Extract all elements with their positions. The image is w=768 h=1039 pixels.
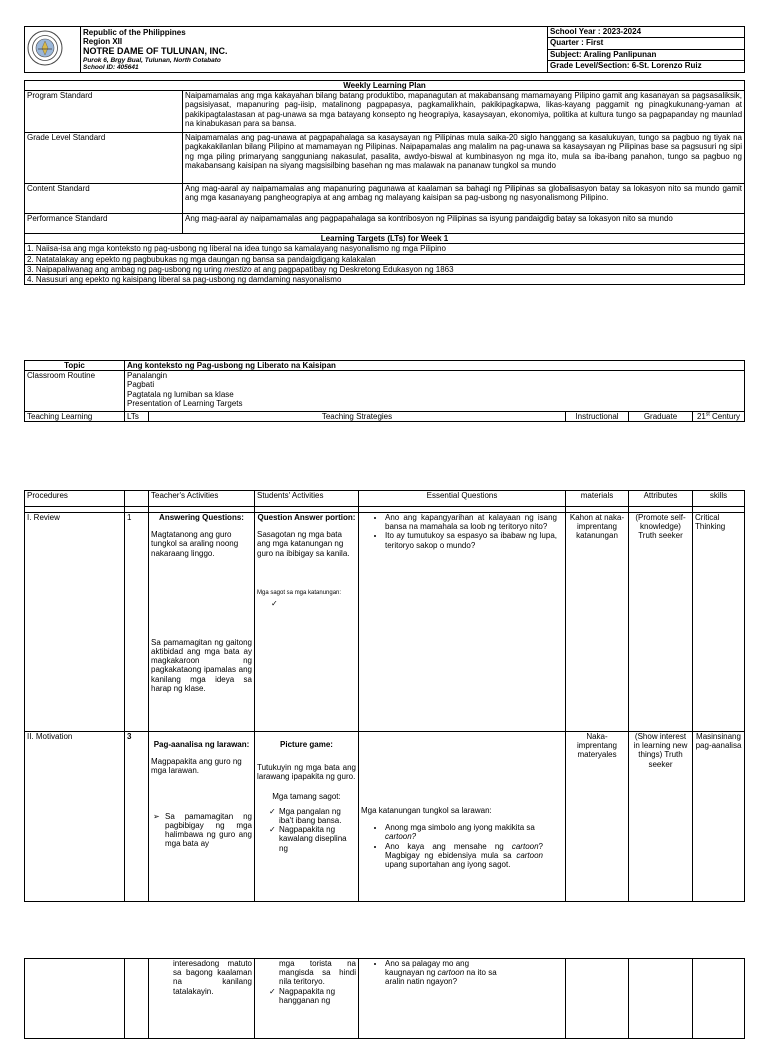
student-activity-title: Picture game:	[280, 740, 333, 749]
standard-row	[25, 184, 745, 214]
teacher-activity-text: interesadong matuto sa bagong kaalaman na kanilang tatalakayin.	[173, 959, 252, 996]
skills: Critical Thinking	[693, 513, 745, 732]
school-year: School Year : 2023-2024	[548, 27, 745, 38]
student-activity	[255, 513, 359, 732]
routine-item: Presentation of Learning Targets	[127, 398, 243, 408]
attributes: (Show interest in learning new things) Truth seeker	[629, 732, 693, 902]
check-icon: ✓	[271, 598, 278, 608]
teacher-activity	[149, 732, 255, 902]
student-activity	[255, 959, 359, 1039]
question-text: upang suportahan ang iyong sagot.	[385, 859, 511, 869]
teacher-activities-header: Teacher's Activities	[149, 491, 255, 507]
teacher-activity-title: Answering Questions:	[159, 513, 244, 522]
teacher-activity-title: Pag-aanalisa ng larawan:	[153, 740, 250, 749]
student-answer: ✓ Mga pangalan ng iba't ibang bansa.	[279, 807, 356, 825]
procedure-lt: 1	[125, 513, 149, 732]
learning-target-3	[25, 264, 745, 274]
grade-section: Grade Level/Section: 6-St. Lorenzo Ruiz	[548, 61, 745, 72]
standard-row	[25, 133, 745, 184]
instructional-header: Instructional	[566, 412, 629, 422]
target-3-text-end: at ang pagpapatibay ng Deskretong Edukasyon ng 1863	[251, 264, 454, 274]
essential-question: • Ano ang kapangyarihan at kalayaan ng isang bansa na mamahala sa loob ng teritoryo nito?	[385, 513, 557, 531]
procedures-continuation-table	[24, 958, 745, 1039]
skills	[693, 959, 745, 1039]
teacher-activity-text: Magtatanong ang guro tungkol sa araling noong nakaraang linggo.	[151, 530, 239, 558]
question-text: na ito sa aralin natin ngayon?	[385, 968, 497, 987]
standard-text: Naipamamalas ang pag-unawa at pagpapahalaga sa kasaysayan ng Pilipinas mula saika-20 siglo hanggang sa kasalukuyan, tungo sa pagbuo ng tiyak na pagkakakilanlan bilang Pilipino at mamamayan ng Pilipinas. Naipapamalas ang malalim na pag-unawa sa kasaysayan ng Pilipinas base sa pagsusuri ng sipi ng mga piling primaryang sangguniang nakasulat, pasalita, awdyo-biswal at kumbinasyon ng mga ito, mula sa iba-ibang panahon, tungo sa pagbuo ng makabansang kaisipan na siyang magsisilbing basehan ng mas malawak na pananaw tungkol sa mundo	[183, 133, 745, 184]
century-label: Century	[709, 412, 741, 422]
standard-row	[25, 91, 745, 133]
lt-header-blank	[125, 491, 149, 507]
classroom-routine-list	[125, 371, 745, 412]
question-text: Ano kaya ang mensahe ng	[385, 841, 512, 851]
question-emphasis: cartoon	[437, 968, 465, 978]
question-emphasis: cartoon?	[385, 832, 417, 842]
question-text: ? Magbigay ng ebidensiya mula sa	[385, 841, 543, 860]
essential-questions	[359, 959, 566, 1039]
teacher-activity-text: Magpapakita ang guro ng mga larawan.	[151, 757, 242, 776]
lts-header: LTs	[125, 412, 149, 422]
learning-target-2: 2. Natatalakay ang epekto ng pagbubukas ng mga daungan ng bansa sa pandaigdigang kalakalan	[25, 254, 745, 264]
procedures-table	[24, 490, 745, 902]
student-activity-subtitle: Mga tamang sagot:	[272, 791, 341, 801]
graduate-header: Graduate	[629, 412, 693, 422]
school-seal-logo	[27, 30, 63, 66]
essential-question	[385, 842, 543, 870]
learning-target-1: 1. Naiisa-isa ang mga konteksto ng pag-usbong ng liberal na idea tungo sa kamalayang nasyonalismo ng mga Pilipino	[25, 244, 745, 254]
teaching-strategies-header: Teaching Strategies	[149, 412, 566, 422]
weekly-learning-plan-table	[24, 80, 745, 285]
republic-line: Republic of the Philippines	[83, 28, 186, 37]
standard-label: Grade Level Standard	[25, 133, 183, 184]
procedure-name: II. Motivation	[25, 732, 125, 902]
standard-label: Program Standard	[25, 91, 183, 133]
teacher-activity	[149, 959, 255, 1039]
procedure-name: I. Review	[25, 513, 125, 732]
standard-text: Ang mag-aaral ay naipamamalas ang pagpapahalaga sa kontribosyon ng Pilipinas sa isyung pandaigdig batay sa lokasyon nito sa mundo	[183, 214, 745, 234]
school-seal-cell	[25, 27, 81, 73]
student-activity-text: Sasagotan ng mga bata ang mga katanungan ng guro na ibibigay sa kanila.	[257, 530, 350, 558]
question-emphasis: cartoon	[511, 841, 539, 851]
procedures-header: Procedures	[25, 491, 125, 507]
standard-text: Naipamamalas ang mga kakayahan bilang batang produktibo, mapanagutan at makabansang mamamayang Pilipino gamit ang kasanayan sa pagsasaliksik, pagsisiyasat, mapanuring pag-iisip, matalinong pagpapasya, pagkamalikhain, pakikipagkapwa, likas-kayang paggamit ng pinagkukunang-yaman at pakikipagtalastasan at pag-unawa sa mga batayang konsepto ng heograpiya, kasaysayan, ekonomiya, politika at kultura tungo sa pagpapanday ng maunlad na kinabukasan para sa bansa.	[183, 91, 745, 133]
school-info-cell	[81, 27, 548, 73]
topic-label: Topic	[25, 361, 125, 371]
question-emphasis: cartoon	[516, 850, 543, 860]
learning-target-4: 4. Nasusuri ang epekto ng kaisipang liberal sa pag-usbong ng damdaming nasyonalismo	[25, 274, 745, 284]
teacher-activity	[149, 513, 255, 732]
review-row	[25, 513, 745, 732]
essential-question	[385, 823, 543, 841]
target-3-text: 3. Naipapaliwanag ang ambag ng pag-usbong ng uring	[27, 264, 225, 274]
student-activity	[255, 732, 359, 902]
routine-item: Pagtatala ng lumiban sa klase	[127, 389, 234, 399]
essential-question: • Ito ay tumutukoy sa espasyo sa ibabaw ng lupa, teritoryo sakop o mundo?	[385, 531, 557, 549]
student-activity-text: Tutukuyin ng mga bata ang larawang ipapakita ng guro.	[257, 763, 356, 782]
essential-questions	[359, 513, 566, 732]
essential-question	[385, 959, 503, 987]
classroom-routine-label: Classroom Routine	[25, 371, 125, 412]
motivation-row	[25, 732, 745, 902]
century-number: 21	[696, 412, 706, 422]
skills: Masinsinang pag-aanalisa	[693, 732, 745, 902]
school-id: School ID: 405641	[83, 64, 139, 72]
materials: Naka-imprentang materyales	[566, 732, 629, 902]
student-activities-header: Students' Activities	[255, 491, 359, 507]
school-name: NOTRE DAME OF TULUNAN, INC.	[83, 46, 228, 57]
routine-item: Pagbati	[127, 380, 155, 390]
learning-targets-title: Learning Targets (LTs) for Week 1	[25, 234, 745, 244]
teacher-activity-text-2: Sa pamamagitan ng gaitong aktibidad ang mga bata ay magkakaroon ng pagkakataong ipamalas ang kanilang mga ideya sa harap ng klase.	[151, 637, 252, 693]
student-answer: ✓ Nagpapakita ng kawalang diseplina ng	[279, 825, 356, 853]
continuation-row	[25, 959, 745, 1039]
essential-questions-header: Essential Questions	[359, 491, 566, 507]
school-address: Purok 6, Brgy Bual, Tulunan, North Cotabato	[83, 56, 221, 64]
routine-item: Panalangin	[127, 371, 168, 381]
question-text: Ano sa palagay mo ang kaugnayan ng	[385, 959, 470, 978]
student-activity-note: Mga sagot sa mga katanungan:	[257, 589, 342, 596]
target-3-emphasis: mestizo	[224, 264, 252, 274]
subject: Subject: Araling Panlipunan	[548, 49, 745, 60]
attributes: (Promote self-knowledge) Truth seeker	[629, 513, 693, 732]
standard-label: Content Standard	[25, 184, 183, 214]
region-line: Region XII	[83, 37, 123, 47]
question-text: Anong mga simbolo ang iyong makikita sa	[385, 823, 535, 833]
student-activity-text: mga torista na mangisda sa hindi nila teritoryo.	[279, 959, 356, 987]
procedure-lt: 3	[125, 732, 149, 902]
standard-row	[25, 214, 745, 234]
wlp-title: Weekly Learning Plan	[25, 81, 745, 91]
student-answer: ✓ Nagpapakita ng hangganan ng	[279, 987, 356, 1005]
materials	[566, 959, 629, 1039]
21st-century-header	[693, 412, 745, 422]
school-header-table	[24, 26, 745, 73]
attributes-header: Attributes	[629, 491, 693, 507]
teaching-learning-header: Teaching Learning	[25, 412, 125, 422]
materials: Kahon at naka-imprentang katanungan	[566, 513, 629, 732]
teacher-activity-bullet: ➢ Sa pamamagitan ng pagbibigay ng mga halimbawa ng guro ang mga bata ay	[165, 812, 252, 849]
quarter: Quarter : First	[548, 38, 745, 49]
procedure-lt	[125, 959, 149, 1039]
materials-header: materials	[566, 491, 629, 507]
skills-header: skills	[693, 491, 745, 507]
attributes	[629, 959, 693, 1039]
standard-label: Performance Standard	[25, 214, 183, 234]
topic-table	[24, 360, 745, 422]
topic-title: Ang konteksto ng Pag-usbong ng Liberato na Kaisipan	[125, 361, 745, 371]
procedure-name	[25, 959, 125, 1039]
standard-text: Ang mag-aaral ay naipamamalas ang mapanuring pagunawa at kaalaman sa bahagi ng Pilipinas sa globalisasyon batay sa lokasyon nito sa mundo gamit ang mga kasanayang pangheograpiya at ang ambag ng malayang kaisipan sa pag-usbong ng nasyonalismong Pilipino.	[183, 184, 745, 214]
student-activity-title: Question Answer portion:	[257, 513, 356, 522]
century-suffix: st	[705, 411, 710, 418]
essential-questions	[359, 732, 566, 902]
essential-questions-intro: Mga katanungan tungkol sa larawan:	[361, 806, 492, 815]
